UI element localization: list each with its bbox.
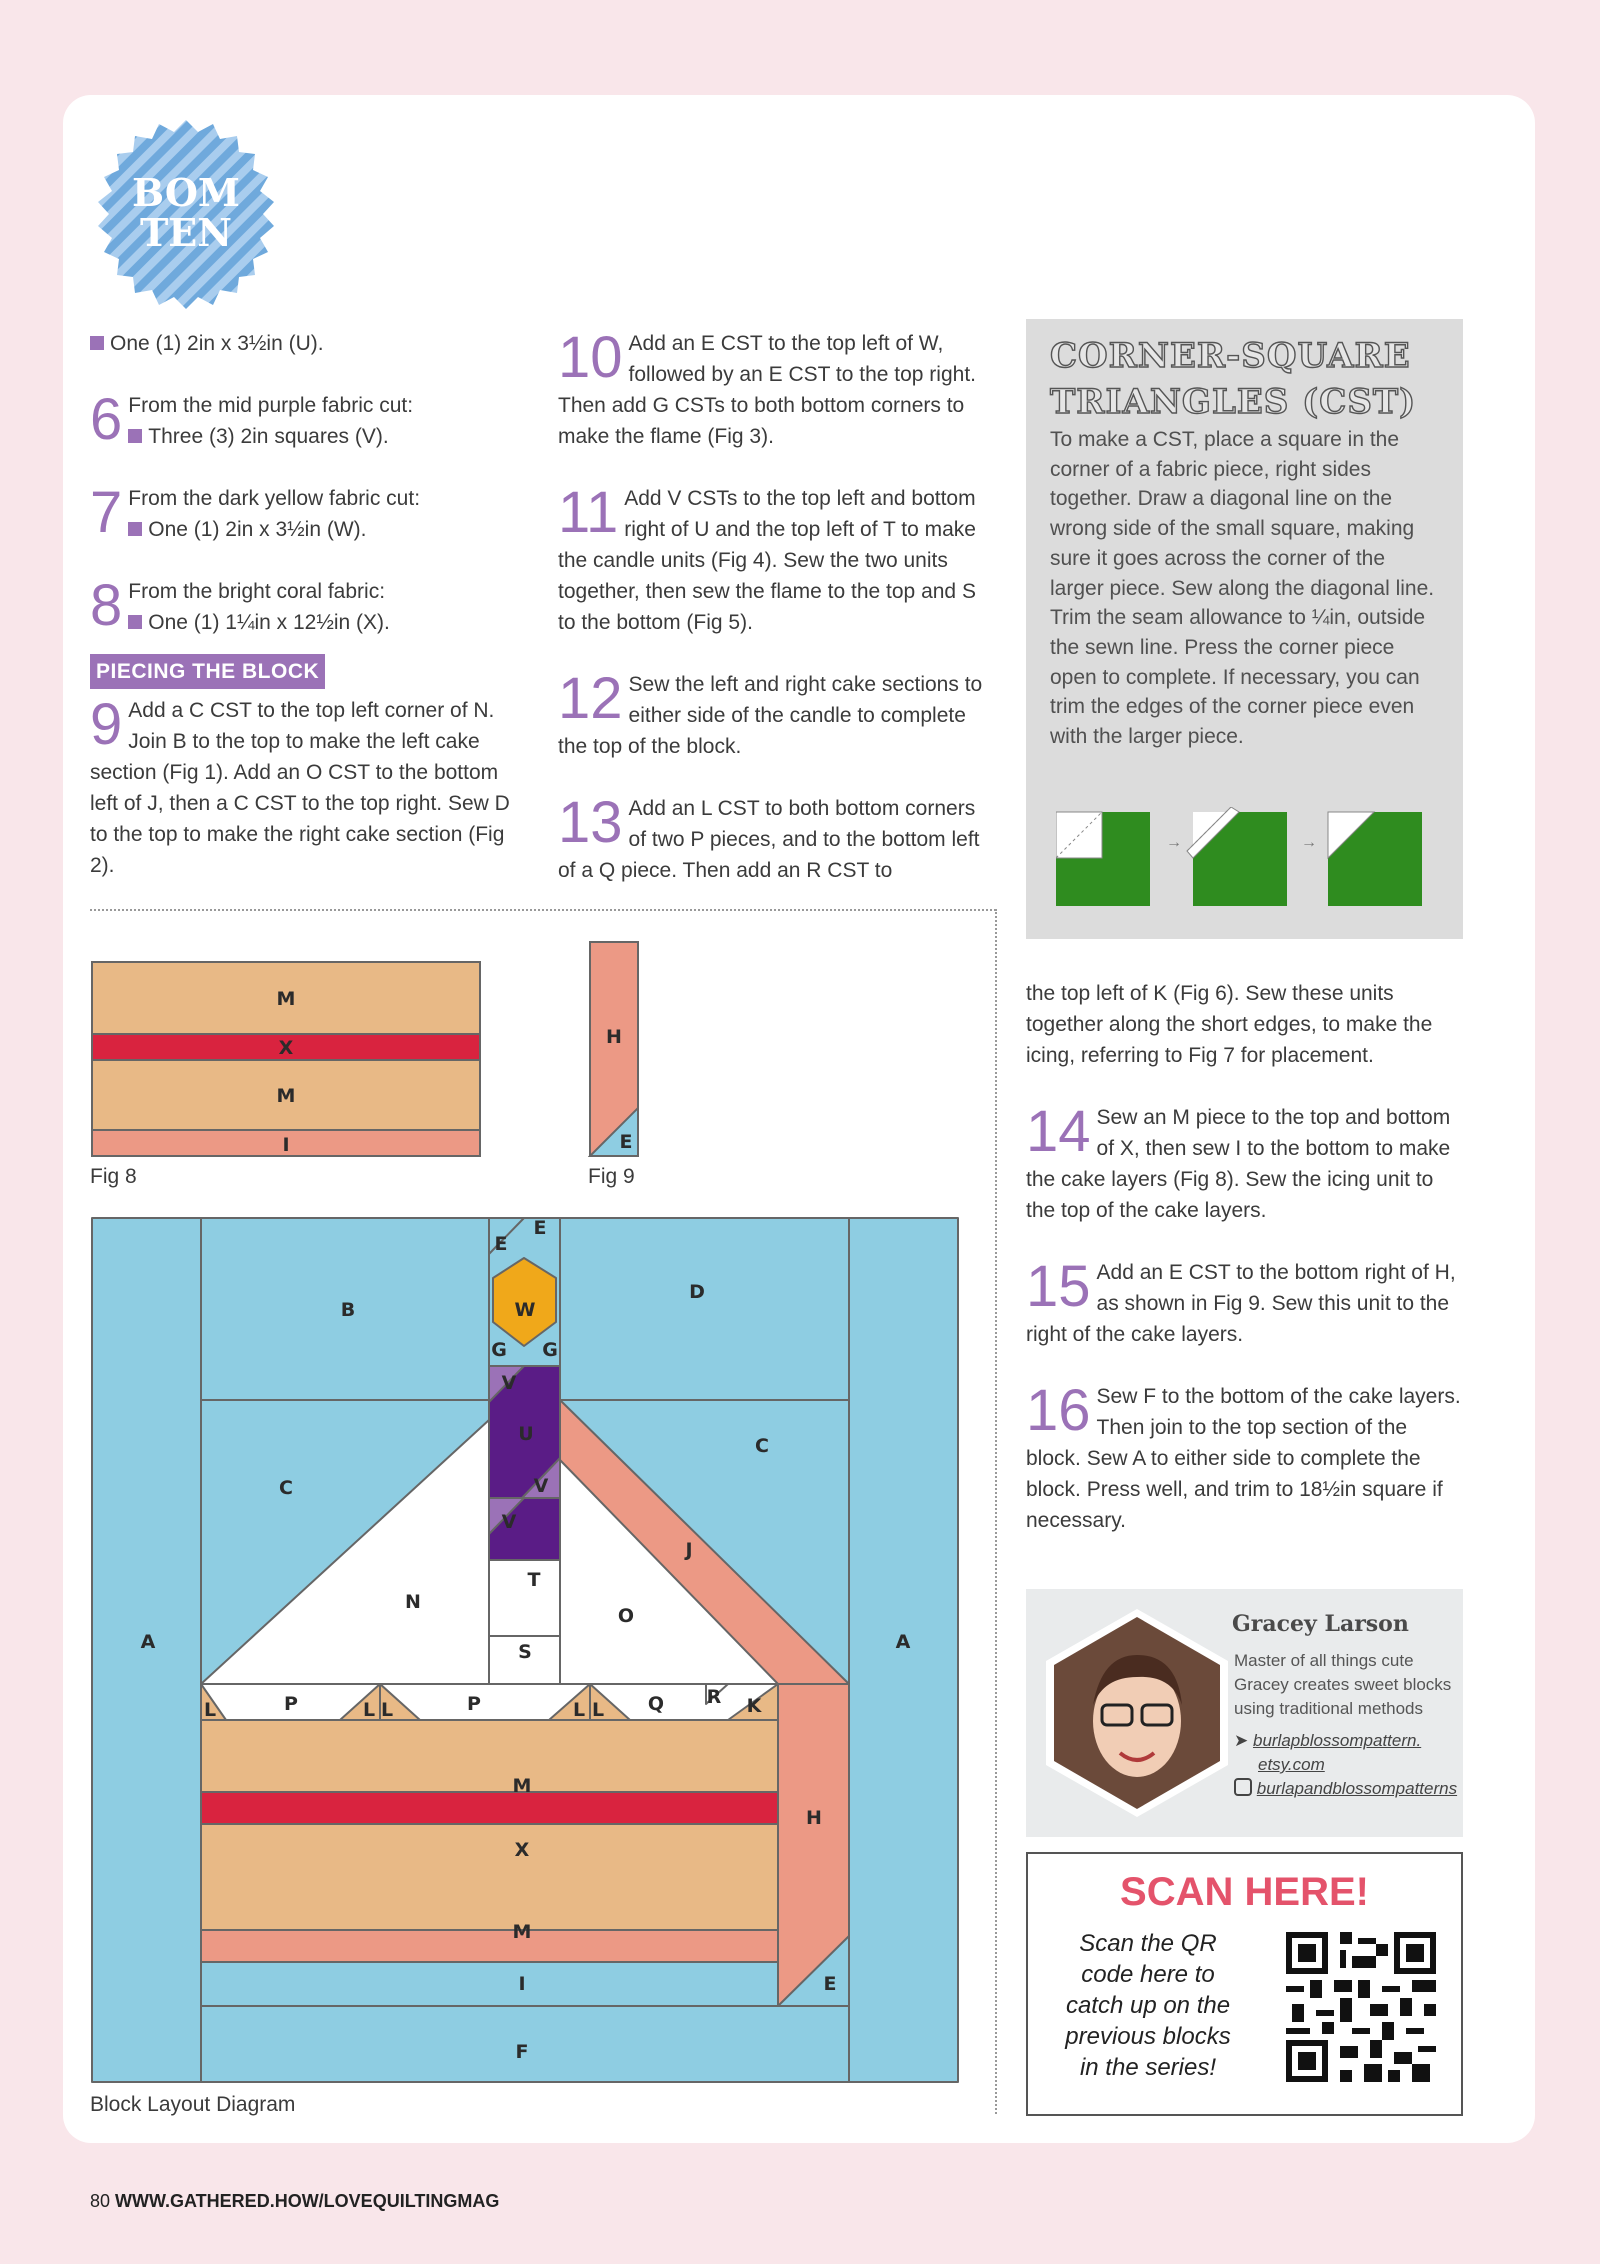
piece-label-s: S [518,1641,532,1663]
step15-text: Add an E CST to the bottom right of H, as shown in Fig 9. Sew this unit to the right of the cake layers. [1026,1261,1456,1346]
step8-item: One (1) 1¼in x 12½in (X). [148,611,390,634]
scan-text-line: catch up on the [1065,1992,1231,2019]
step-number: 7 [90,483,123,545]
step13-text: Add an L CST to both bottom corners of two P pieces, and to the bottom left of a Q piece. Then add an R CST to [558,797,980,882]
step16-text: Sew F to the bottom of the cake layers. Then join to the top section of the block. Sew A to either side to complete the block. Press well, and trim to 18½in square if necessary. [1026,1385,1461,1532]
piece-label-l: L [591,1699,605,1721]
piece-label-x: X [514,1839,530,1861]
block-layout-diagram [90,1216,960,2084]
column-2 [558,325,998,917]
scan-text-line: previous blocks [1065,2023,1231,2050]
column-1 [90,328,530,912]
piece-label-g: G [491,1339,507,1361]
piece-label-f: F [515,2041,529,2063]
piece-label-o: O [617,1605,635,1627]
piece-label-a: A [140,1631,156,1653]
svg-text:→: → [1166,834,1182,851]
fig9-h-unit [588,940,640,1158]
step-number: 15 [1026,1254,1091,1319]
piece-label-e: E [823,1973,837,1995]
scan-text-line: code here to [1081,1961,1215,1988]
piece-label-k: K [746,1695,762,1717]
column-3 [1026,978,1466,1567]
scan-text-line: in the series! [1079,2054,1217,2081]
fig8-cake-layers [90,960,482,1158]
step-number: 8 [90,576,123,638]
footer-url[interactable]: WWW.GATHERED.HOW/LOVEQUILTINGMAG [115,2191,500,2211]
piece-label-e: E [533,1217,547,1239]
qr-code-icon[interactable] [1286,1932,1436,2082]
badge-line1: BOM [132,170,240,215]
step-number: 14 [1026,1099,1091,1164]
piece-label-i: I [518,1973,526,1995]
cst-title [1026,319,1463,425]
piece-label-b: B [340,1299,356,1321]
fig8-caption: Fig 8 [90,1165,137,1188]
piece-label-l: L [362,1699,376,1721]
step-number: 6 [90,390,123,452]
piece-label-l: L [203,1699,217,1721]
step7-item: One (1) 2in x 3½in (W). [148,518,367,541]
author-panel [1026,1589,1463,1837]
piece-label-r: R [706,1686,722,1708]
cst-title-line2: TRIANGLES (CST) [1050,382,1417,422]
cursor-icon: ➤ [1234,1731,1249,1750]
footer [90,2191,499,2212]
step11-text: Add V CSTs to the top left and bottom right of U and the top left of T to make the candle units (Fig 4). Sew the two units together, then sew the flame to the top and S to the bottom (Fig 5). [558,487,976,634]
bom-ten-badge [88,118,284,314]
piece-label-g: G [542,1339,558,1361]
svg-text:→: → [1301,834,1317,851]
etsy-link-cont[interactable]: etsy.com [1258,1755,1325,1774]
piece-label-h: H [606,1026,622,1048]
step14-text: Sew an M piece to the top and bottom of X, then sew I to the bottom to make the cake layers (Fig 8). Sew the icing unit to the top of the cake layers. [1026,1106,1451,1222]
scan-box [1026,1852,1463,2116]
piece-label-p: P [467,1693,481,1715]
fig9-caption: Fig 9 [588,1165,635,1188]
author-photo [1042,1605,1232,1821]
scan-text [1048,1928,1248,2083]
piece-label-m: M [512,1921,532,1943]
piece-label-v: V [501,1372,517,1394]
piece-label-p: P [284,1693,298,1715]
bullet-icon [90,336,104,350]
piece-label-n: N [405,1591,421,1613]
layout-caption: Block Layout Diagram [90,2093,296,2116]
piece-label-d: D [689,1281,705,1303]
tagline-line: Master of all things cute [1234,1651,1414,1670]
piece-label-e: E [619,1131,633,1153]
step9-text: Add a C CST to the top left corner of N. Join B to the top to make the left cake section (Fig 1). Add an O CST to the bottom left of J, then a C CST to the top right. Sew D to the top to make the right cake section (Fig 2). [90,699,510,877]
piece-label-x: X [278,1037,294,1059]
instagram-icon [1234,1778,1252,1796]
bullet-icon [128,615,142,629]
piece-label-t: T [527,1569,541,1591]
cst-steps-diagram [1056,807,1436,907]
step-number: 12 [558,666,623,731]
piece-label-c: C [279,1477,293,1499]
piece-label-v: V [533,1475,549,1497]
bullet-icon [128,429,142,443]
step-number: 9 [90,692,123,757]
divider [995,909,997,2114]
step-number: 13 [558,790,623,855]
step-number: 10 [558,325,623,390]
cut-item-u: One (1) 2in x 3½in (U). [110,332,324,355]
section-heading: PIECING THE BLOCK [90,654,325,689]
step6-intro: From the mid purple fabric cut: [128,394,414,417]
page-number: 80 [90,2191,111,2211]
piece-label-l: L [572,1699,586,1721]
scan-text-line: Scan the QR [1079,1930,1217,1957]
bullet-icon [128,522,142,536]
author-name: Gracey Larson [1232,1611,1409,1637]
piece-label-m: M [276,988,296,1010]
piece-label-i: I [282,1134,290,1156]
piece-label-v: V [501,1511,517,1533]
piece-label-w: W [514,1299,536,1321]
cst-sidebar [1026,319,1463,939]
step10-text: Add an E CST to the top left of W, followed by an E CST to the top right. Then add G CSTs to both bottom corners to make the flame (Fig 3). [558,332,976,448]
piece-label-u: U [518,1423,534,1445]
step6-item: Three (3) 2in squares (V). [148,425,389,448]
step-number: 16 [1026,1378,1091,1443]
step7-intro: From the dark yellow fabric cut: [128,487,421,510]
author-links [1234,1729,1457,1801]
piece-label-q: Q [647,1693,665,1715]
piece-label-l: L [380,1699,394,1721]
step13-continued: the top left of K (Fig 6). Sew these units together along the short edges, to make the icing, referring to Fig 7 for placement. [1026,982,1433,1067]
badge-line2: TEN [140,210,232,255]
instagram-link[interactable]: burlapandblossompatterns [1256,1779,1458,1798]
piece-label-m: M [512,1775,532,1797]
piece-label-j: J [685,1539,693,1561]
piece-label-a: A [895,1631,911,1653]
author-tagline [1234,1649,1451,1721]
divider [90,909,996,911]
piece-label-c: C [755,1435,769,1457]
etsy-link[interactable]: burlapblossompattern. [1252,1731,1422,1750]
piece-label-e: E [494,1233,508,1255]
piece-label-h: H [806,1807,822,1829]
tagline-line: using traditional methods [1234,1699,1424,1718]
cst-body: To make a CST, place a square in the corner of a fabric piece, right sides together. Draw a diagonal line on the wrong side of the small square, making sure it goes across the corner of the larger piece. Sew along the diagonal line. Trim the seam allowance to ¼in, outside the sewn line. Press the corner piece open to complete. If necessary, you can trim the edges of the corner piece even with the larger piece. [1050,428,1435,749]
step8-intro: From the bright coral fabric: [128,580,386,603]
scan-title: SCAN HERE! [1120,1870,1369,1914]
tagline-line: Gracey creates sweet blocks [1234,1675,1452,1694]
step12-text: Sew the left and right cake sections to either side of the candle to complete the top of the block. [558,673,983,758]
cst-title-line1: CORNER-SQUARE [1050,336,1411,376]
step-number: 11 [558,480,619,545]
piece-label-m: M [276,1085,296,1107]
